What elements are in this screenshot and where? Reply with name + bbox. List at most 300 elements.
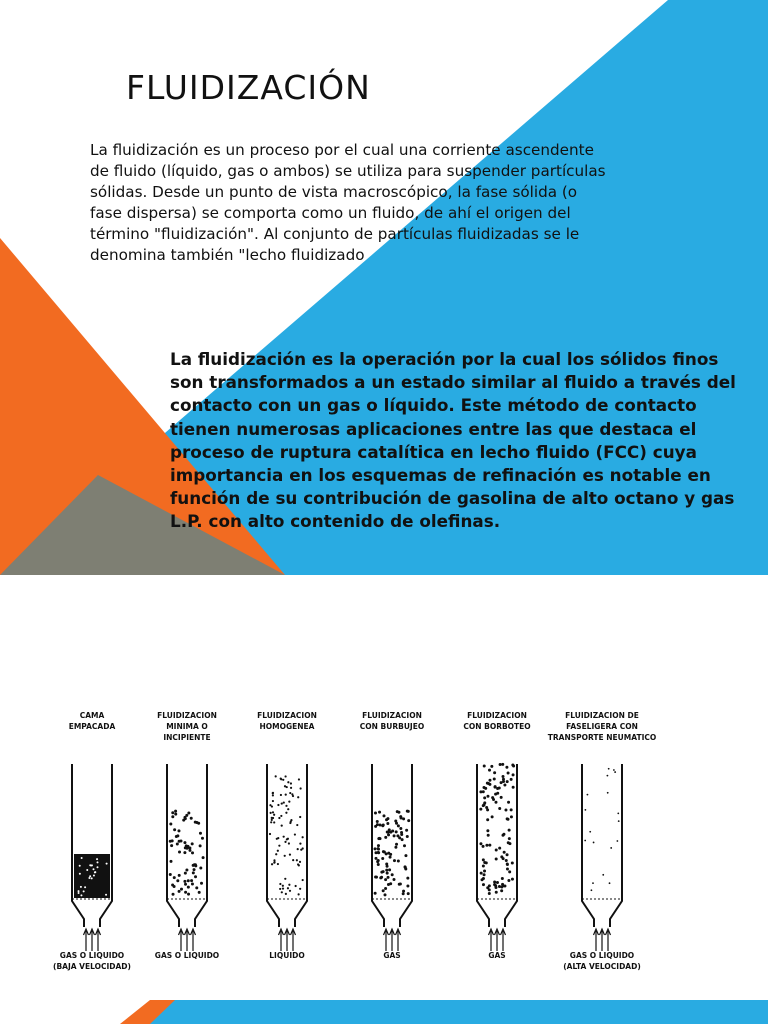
particle — [502, 775, 505, 778]
tube-wall-right — [400, 764, 412, 927]
particle — [170, 844, 173, 847]
particle — [376, 860, 379, 863]
particle — [201, 837, 204, 840]
particle — [488, 892, 491, 895]
bed-void — [105, 894, 107, 896]
particle — [187, 879, 190, 882]
particle — [282, 887, 284, 889]
particle — [399, 827, 402, 830]
particle — [277, 863, 279, 865]
particle — [270, 821, 272, 823]
bed-void — [86, 869, 88, 871]
particle — [377, 847, 380, 850]
column-inlet-label: GAS — [488, 951, 506, 960]
particle — [169, 822, 172, 825]
particle — [406, 877, 409, 880]
particle — [483, 796, 486, 799]
particle — [482, 858, 485, 861]
particle — [377, 851, 380, 854]
particle — [296, 859, 298, 861]
column-4 — [360, 711, 424, 960]
particle — [190, 817, 193, 820]
particle — [480, 872, 483, 875]
bed-void — [84, 886, 86, 888]
particle — [191, 851, 194, 854]
particle — [500, 781, 503, 784]
particle — [608, 768, 610, 770]
bed-void — [79, 873, 81, 875]
particle — [584, 840, 586, 842]
column-title: CON BURBUJEO — [359, 722, 425, 731]
particle — [494, 786, 497, 789]
particle — [511, 878, 514, 881]
particle — [174, 813, 177, 816]
particle — [183, 816, 186, 819]
column-5 — [463, 711, 530, 960]
slide-title: FLUIDIZACIÓN — [126, 68, 371, 107]
particle — [404, 854, 407, 857]
particle — [614, 771, 616, 773]
particle — [289, 854, 291, 856]
particle — [602, 874, 604, 876]
particle — [182, 819, 185, 822]
particle — [486, 829, 489, 832]
particle — [297, 796, 299, 798]
particle — [407, 819, 410, 822]
particle — [407, 810, 410, 813]
particle — [501, 877, 504, 880]
column-title: FLUIDIZACION — [257, 711, 317, 720]
particle — [393, 859, 396, 862]
particle — [289, 890, 291, 892]
column-inlet-label: GAS — [383, 951, 401, 960]
column-inlet-label: GAS O LIQUIDO — [59, 951, 125, 960]
particle — [195, 821, 198, 824]
particle — [488, 779, 491, 782]
particle — [287, 781, 289, 783]
particle — [504, 808, 507, 811]
particle — [287, 808, 289, 810]
particle — [299, 861, 301, 863]
particle — [302, 879, 304, 881]
particle — [385, 869, 388, 872]
particle — [289, 792, 291, 794]
tube-wall-left — [267, 764, 279, 927]
particle — [374, 857, 377, 860]
particle — [402, 892, 405, 895]
particle — [511, 862, 514, 865]
particle — [295, 885, 297, 887]
particle — [396, 834, 399, 837]
particle — [294, 833, 296, 835]
particle — [490, 765, 493, 768]
particle — [172, 893, 175, 896]
particle — [479, 790, 482, 793]
particle — [171, 839, 174, 842]
particle — [503, 885, 506, 888]
particle — [298, 893, 300, 895]
particle — [506, 863, 509, 866]
particle — [183, 841, 186, 844]
particle — [496, 881, 499, 884]
particle — [592, 882, 594, 884]
particle — [498, 885, 501, 888]
particle — [487, 834, 490, 837]
particle — [282, 779, 284, 781]
particle — [387, 876, 390, 879]
particle — [298, 778, 300, 780]
particle — [498, 847, 501, 850]
particle — [278, 817, 280, 819]
column-2 — [155, 711, 219, 960]
particle — [496, 787, 499, 790]
particle — [397, 859, 400, 862]
particle — [395, 822, 398, 825]
bed-void — [96, 858, 98, 860]
column-title: FLUIDIZACION DE — [565, 711, 639, 720]
particle — [503, 851, 506, 854]
particle — [193, 863, 196, 866]
particle — [395, 843, 398, 846]
particle — [278, 845, 280, 847]
particle — [284, 841, 286, 843]
particle — [285, 812, 287, 814]
particle — [398, 883, 401, 886]
particle — [587, 794, 589, 796]
particle — [286, 786, 288, 788]
particle — [403, 844, 406, 847]
particle — [377, 863, 380, 866]
particle — [506, 853, 509, 856]
particle — [269, 833, 271, 835]
particle — [494, 884, 497, 887]
particle — [507, 879, 510, 882]
particle — [281, 802, 283, 804]
particle — [178, 851, 181, 854]
bed-void — [97, 861, 99, 863]
particle — [388, 868, 391, 871]
particle — [393, 834, 396, 837]
particle — [273, 859, 275, 861]
particle — [178, 840, 181, 843]
particle — [173, 876, 176, 879]
particle — [187, 812, 190, 815]
particle — [402, 817, 405, 820]
particle — [270, 812, 272, 814]
particle — [482, 865, 485, 868]
particle — [483, 861, 486, 864]
particle — [617, 812, 619, 814]
particle — [374, 892, 377, 895]
particle — [171, 815, 174, 818]
particle — [288, 842, 290, 844]
particle — [386, 831, 389, 834]
particle — [488, 844, 491, 847]
particle — [183, 851, 186, 854]
particle — [194, 875, 197, 878]
particle — [272, 794, 274, 796]
particle — [376, 820, 379, 823]
particle — [389, 856, 392, 859]
particle — [290, 782, 292, 784]
particle — [482, 877, 485, 880]
particle — [491, 796, 494, 799]
particle — [185, 869, 188, 872]
particle — [292, 859, 294, 861]
bed-void — [91, 877, 93, 879]
particle — [395, 830, 398, 833]
particle — [400, 817, 403, 820]
particle — [382, 850, 385, 853]
particle — [486, 818, 489, 821]
particle — [271, 863, 273, 865]
intro-paragraph: La fluidización es un proceso por el cual una corriente ascendente de fluido (líquido, gas o ambos) se utiliza para suspender partículas sólidas. Desde un punto de vista macroscópico, la fase sólida (o fase dispersa) se comporta como un fluido, de ahí el origen del término "fluidización". Al conjunto de partículas fluidizadas se le denomina también "lecho fluidizado — [90, 141, 606, 264]
particle — [173, 885, 176, 888]
particle — [386, 822, 389, 825]
particle — [406, 885, 409, 888]
particle — [508, 870, 511, 873]
particle — [191, 842, 194, 845]
particle — [391, 830, 394, 833]
particle — [384, 893, 387, 896]
bed-void — [83, 890, 85, 892]
particle — [382, 823, 385, 826]
particle — [406, 835, 409, 838]
particle — [616, 840, 618, 842]
column-title: EMPACADA — [68, 722, 116, 731]
main-paragraph: La fluidización es la operación por la cual los sólidos finos son transformados a un estado similar al fluido a través del contacto con un gas o líquido. Este método de contacto tienen numerosas aplicaciones entre las que destaca el proceso de ruptura catalítica en lecho fluido (FCC) cuya importancia en los esquemas de refinación es notable en función de su contribución de gasolina de alto octano y gas L.P. con alto contenido de olefinas. — [170, 349, 736, 532]
particle — [502, 778, 505, 781]
particle — [397, 811, 400, 814]
particle — [510, 778, 513, 781]
particle — [286, 838, 288, 840]
particle — [279, 888, 281, 890]
particle — [277, 837, 279, 839]
particle — [275, 853, 277, 855]
bed-void — [78, 890, 80, 892]
particle — [375, 876, 378, 879]
column-title: INCIPIENTE — [163, 733, 211, 742]
particle — [500, 796, 503, 799]
particle — [299, 816, 301, 818]
particle — [384, 836, 387, 839]
particle — [493, 771, 496, 774]
particle — [487, 782, 490, 785]
particle — [381, 857, 384, 860]
bed-void — [89, 875, 91, 877]
particle — [382, 889, 385, 892]
tube-wall-right — [610, 764, 622, 927]
bed-void — [90, 864, 92, 866]
column-6 — [548, 711, 657, 971]
particle — [502, 857, 505, 860]
particle — [272, 792, 274, 794]
particle — [299, 843, 301, 845]
particle — [483, 873, 486, 876]
bed-void — [94, 871, 96, 873]
bed-void — [78, 892, 80, 894]
particle — [607, 792, 609, 794]
particle — [508, 829, 511, 832]
particle — [176, 879, 179, 882]
particle — [488, 884, 491, 887]
particle — [591, 889, 593, 891]
particle — [510, 815, 513, 818]
particle — [382, 870, 385, 873]
particle — [401, 838, 404, 841]
particle — [488, 769, 491, 772]
particle — [275, 775, 277, 777]
particle — [284, 878, 286, 880]
particle — [184, 872, 187, 875]
particle — [288, 801, 290, 803]
particle — [483, 764, 486, 767]
particle — [483, 801, 486, 804]
particle — [273, 821, 275, 823]
particle — [281, 825, 283, 827]
particle — [485, 806, 488, 809]
particle — [272, 811, 274, 813]
bed-void — [79, 865, 81, 867]
particle — [184, 883, 187, 886]
particle — [407, 892, 410, 895]
particle — [170, 860, 173, 863]
particle — [618, 820, 620, 822]
column-inlet-label: GAS O LIQUIDO — [569, 951, 635, 960]
particle — [193, 868, 196, 871]
particle — [498, 807, 501, 810]
particle — [271, 819, 273, 821]
particle — [298, 864, 300, 866]
particle — [610, 847, 612, 849]
bed-void — [80, 894, 82, 896]
bottom-blue-strip — [145, 1000, 768, 1024]
particle — [505, 859, 508, 862]
particle — [192, 871, 195, 874]
particle — [380, 876, 383, 879]
particle — [400, 833, 403, 836]
particle — [285, 794, 287, 796]
particle — [173, 828, 176, 831]
particle — [178, 890, 181, 893]
particle — [589, 831, 591, 833]
particle — [284, 775, 286, 777]
particle — [374, 811, 377, 814]
particle — [385, 852, 388, 855]
particle — [482, 845, 485, 848]
particle — [593, 842, 595, 844]
particle — [501, 763, 504, 766]
particle — [199, 832, 202, 835]
particle — [482, 883, 485, 886]
bed-void — [81, 857, 83, 859]
particle — [284, 855, 286, 857]
bed-void — [80, 886, 82, 888]
column-title: FLUIDIZACION — [467, 711, 527, 720]
particle — [495, 857, 498, 860]
tube-wall-left — [582, 764, 594, 927]
particle — [483, 869, 486, 872]
particle — [499, 763, 502, 766]
particle — [479, 808, 482, 811]
particle — [379, 824, 382, 827]
column-1 — [53, 711, 131, 971]
particle — [505, 766, 508, 769]
particle — [503, 783, 506, 786]
particle — [479, 842, 482, 845]
particle — [507, 771, 510, 774]
particle — [374, 847, 377, 850]
particle — [169, 873, 172, 876]
particle — [302, 847, 304, 849]
particle — [184, 891, 187, 894]
particle — [387, 852, 390, 855]
particle — [506, 868, 509, 871]
bed-void — [106, 863, 108, 865]
particle — [200, 882, 203, 885]
column-title: FASELIGERA CON — [566, 722, 638, 731]
particle — [283, 836, 285, 838]
particle — [391, 873, 394, 876]
column-title: HOMOGENEA — [259, 722, 315, 731]
particle — [300, 787, 302, 789]
particle — [507, 801, 510, 804]
particle — [177, 829, 180, 832]
column-3 — [257, 711, 317, 960]
particle — [277, 850, 279, 852]
particle — [202, 856, 205, 859]
particle — [495, 891, 498, 894]
particle — [280, 778, 282, 780]
particle — [387, 833, 390, 836]
particle — [506, 780, 509, 783]
particle — [486, 795, 489, 798]
bed-void — [96, 866, 98, 868]
particle — [297, 848, 299, 850]
particle — [485, 844, 488, 847]
particle — [484, 787, 487, 790]
particle — [512, 765, 515, 768]
particle — [609, 882, 611, 884]
particle — [283, 801, 285, 803]
tube-wall-right — [505, 764, 517, 927]
particle — [384, 878, 387, 881]
particle — [387, 883, 390, 886]
particle — [198, 891, 201, 894]
particle — [386, 872, 389, 875]
particle — [287, 887, 289, 889]
column-title: FLUIDIZACION — [157, 711, 217, 720]
particle — [512, 786, 515, 789]
tube-wall-right — [100, 764, 112, 927]
particle — [404, 865, 407, 868]
particle — [282, 885, 284, 887]
particle — [187, 893, 190, 896]
particle — [500, 889, 503, 892]
particle — [191, 883, 194, 886]
particle — [385, 818, 388, 821]
particle — [281, 891, 283, 893]
particle — [482, 804, 485, 807]
column-title: FLUIDIZACION — [362, 711, 422, 720]
column-inlet-label: GAS O LIQUIDO — [154, 951, 220, 960]
bed-void — [93, 874, 95, 876]
particle — [506, 818, 509, 821]
particle — [171, 811, 174, 814]
particle — [183, 880, 186, 883]
particle — [491, 815, 494, 818]
particle — [299, 888, 301, 890]
